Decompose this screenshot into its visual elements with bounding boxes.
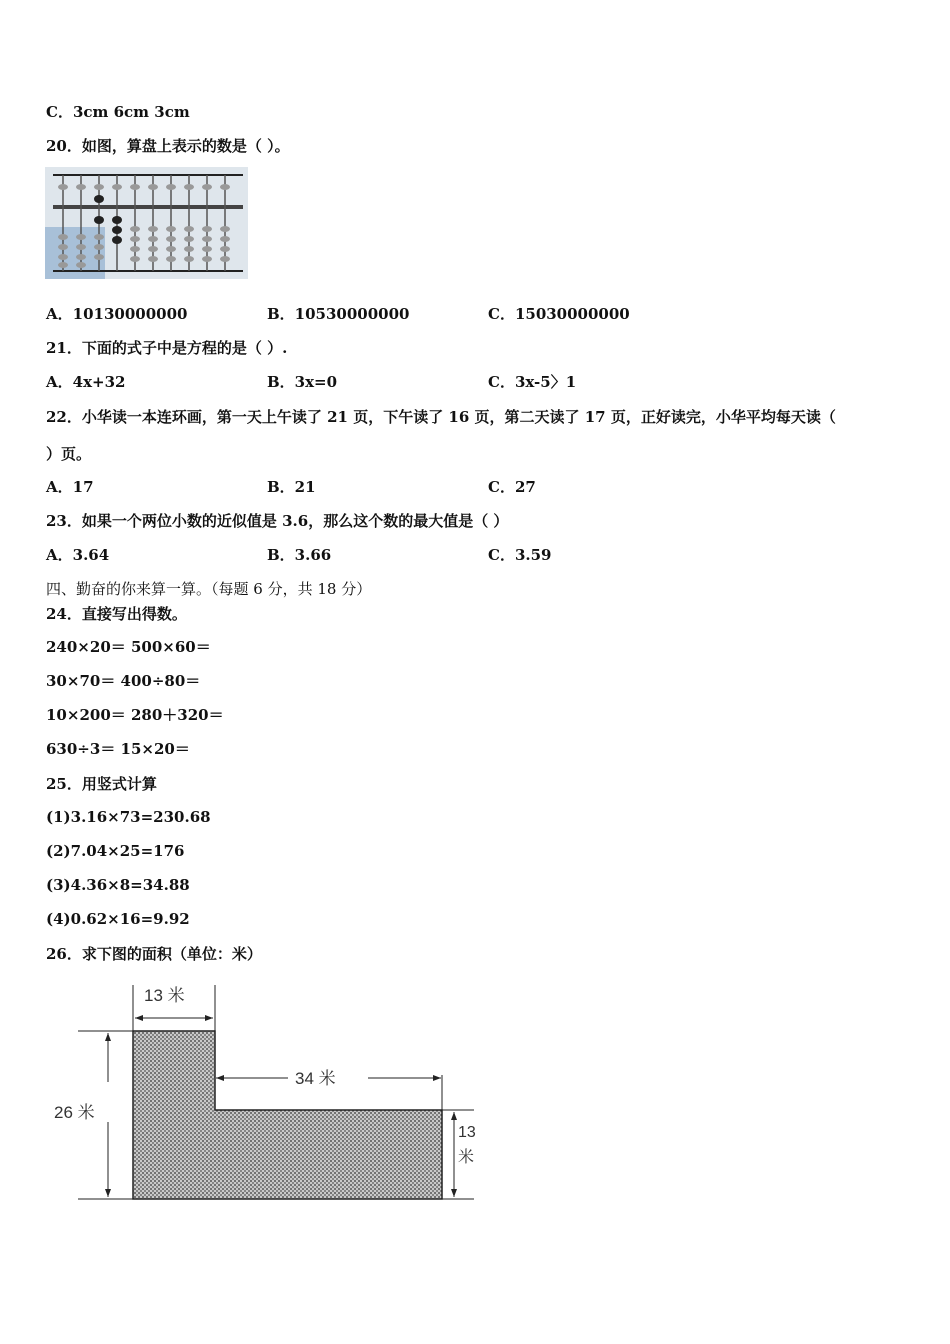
- q24-row: 10×200＝ 280＋320＝: [46, 706, 224, 724]
- q22-option-b: B．21: [267, 478, 316, 496]
- q25-item: (3)4.36×8=34.88: [46, 876, 190, 894]
- section-4-heading: 四、勤奋的你来算一算。（每题 6 分，共 18 分）: [46, 580, 372, 598]
- q22-stem-line2: ）页。: [46, 445, 92, 463]
- l-shape-region: [133, 1031, 442, 1199]
- label-left-height: 26 米: [54, 1103, 95, 1122]
- label-top-width: 13 米: [144, 986, 185, 1005]
- q20-option-a: A．10130000000: [46, 305, 188, 323]
- q25-item: (4)0.62×16=9.92: [46, 910, 190, 928]
- q20-option-b: B．10530000000: [267, 305, 410, 323]
- label-right-height-unit: 米: [458, 1149, 475, 1166]
- l-shape-figure: [50, 980, 480, 1210]
- q24-row: 30×70＝ 400÷80＝: [46, 672, 201, 690]
- q21-stem: 21．下面的式子中是方程的是（ ）.: [46, 339, 288, 357]
- abacus-image: [45, 167, 248, 279]
- q24-row: 630÷3＝ 15×20＝: [46, 740, 190, 758]
- q23-option-b: B．3.66: [267, 546, 332, 564]
- q22-stem-line1: 22．小华读一本连环画，第一天上午读了 21 页，下午读了 16 页，第二天读了 17 页，正好读完，小华平均每天读（: [46, 408, 836, 426]
- q25-stem: 25．用竖式计算: [46, 775, 157, 793]
- label-inner-width: 34 米: [295, 1069, 336, 1088]
- q20-stem: 20．如图，算盘上表示的数是（ ）。: [46, 137, 290, 155]
- q24-row: 240×20＝ 500×60＝: [46, 638, 211, 656]
- q21-option-b: B．3x=0: [267, 373, 338, 391]
- q24-stem: 24．直接写出得数。: [46, 605, 187, 623]
- q19-option-c: C．3cm 6cm 3cm: [46, 103, 190, 121]
- label-right-height-number: 13: [458, 1124, 476, 1141]
- q23-option-c: C．3.59: [488, 546, 552, 564]
- q23-option-a: A．3.64: [46, 546, 110, 564]
- q25-item: (2)7.04×25=176: [46, 842, 185, 860]
- q20-option-c: C．15030000000: [488, 305, 630, 323]
- q22-option-a: A．17: [46, 478, 94, 496]
- q26-stem: 26．求下图的面积（单位：米）: [46, 945, 262, 963]
- q21-option-a: A．4x+32: [46, 373, 126, 391]
- q22-option-c: C．27: [488, 478, 536, 496]
- q25-item: (1)3.16×73=230.68: [46, 808, 211, 826]
- q21-option-c: C．3x-5〉1: [488, 373, 577, 391]
- q23-stem: 23．如果一个两位小数的近似值是 3.6，那么这个数的最大值是（ ）: [46, 512, 509, 530]
